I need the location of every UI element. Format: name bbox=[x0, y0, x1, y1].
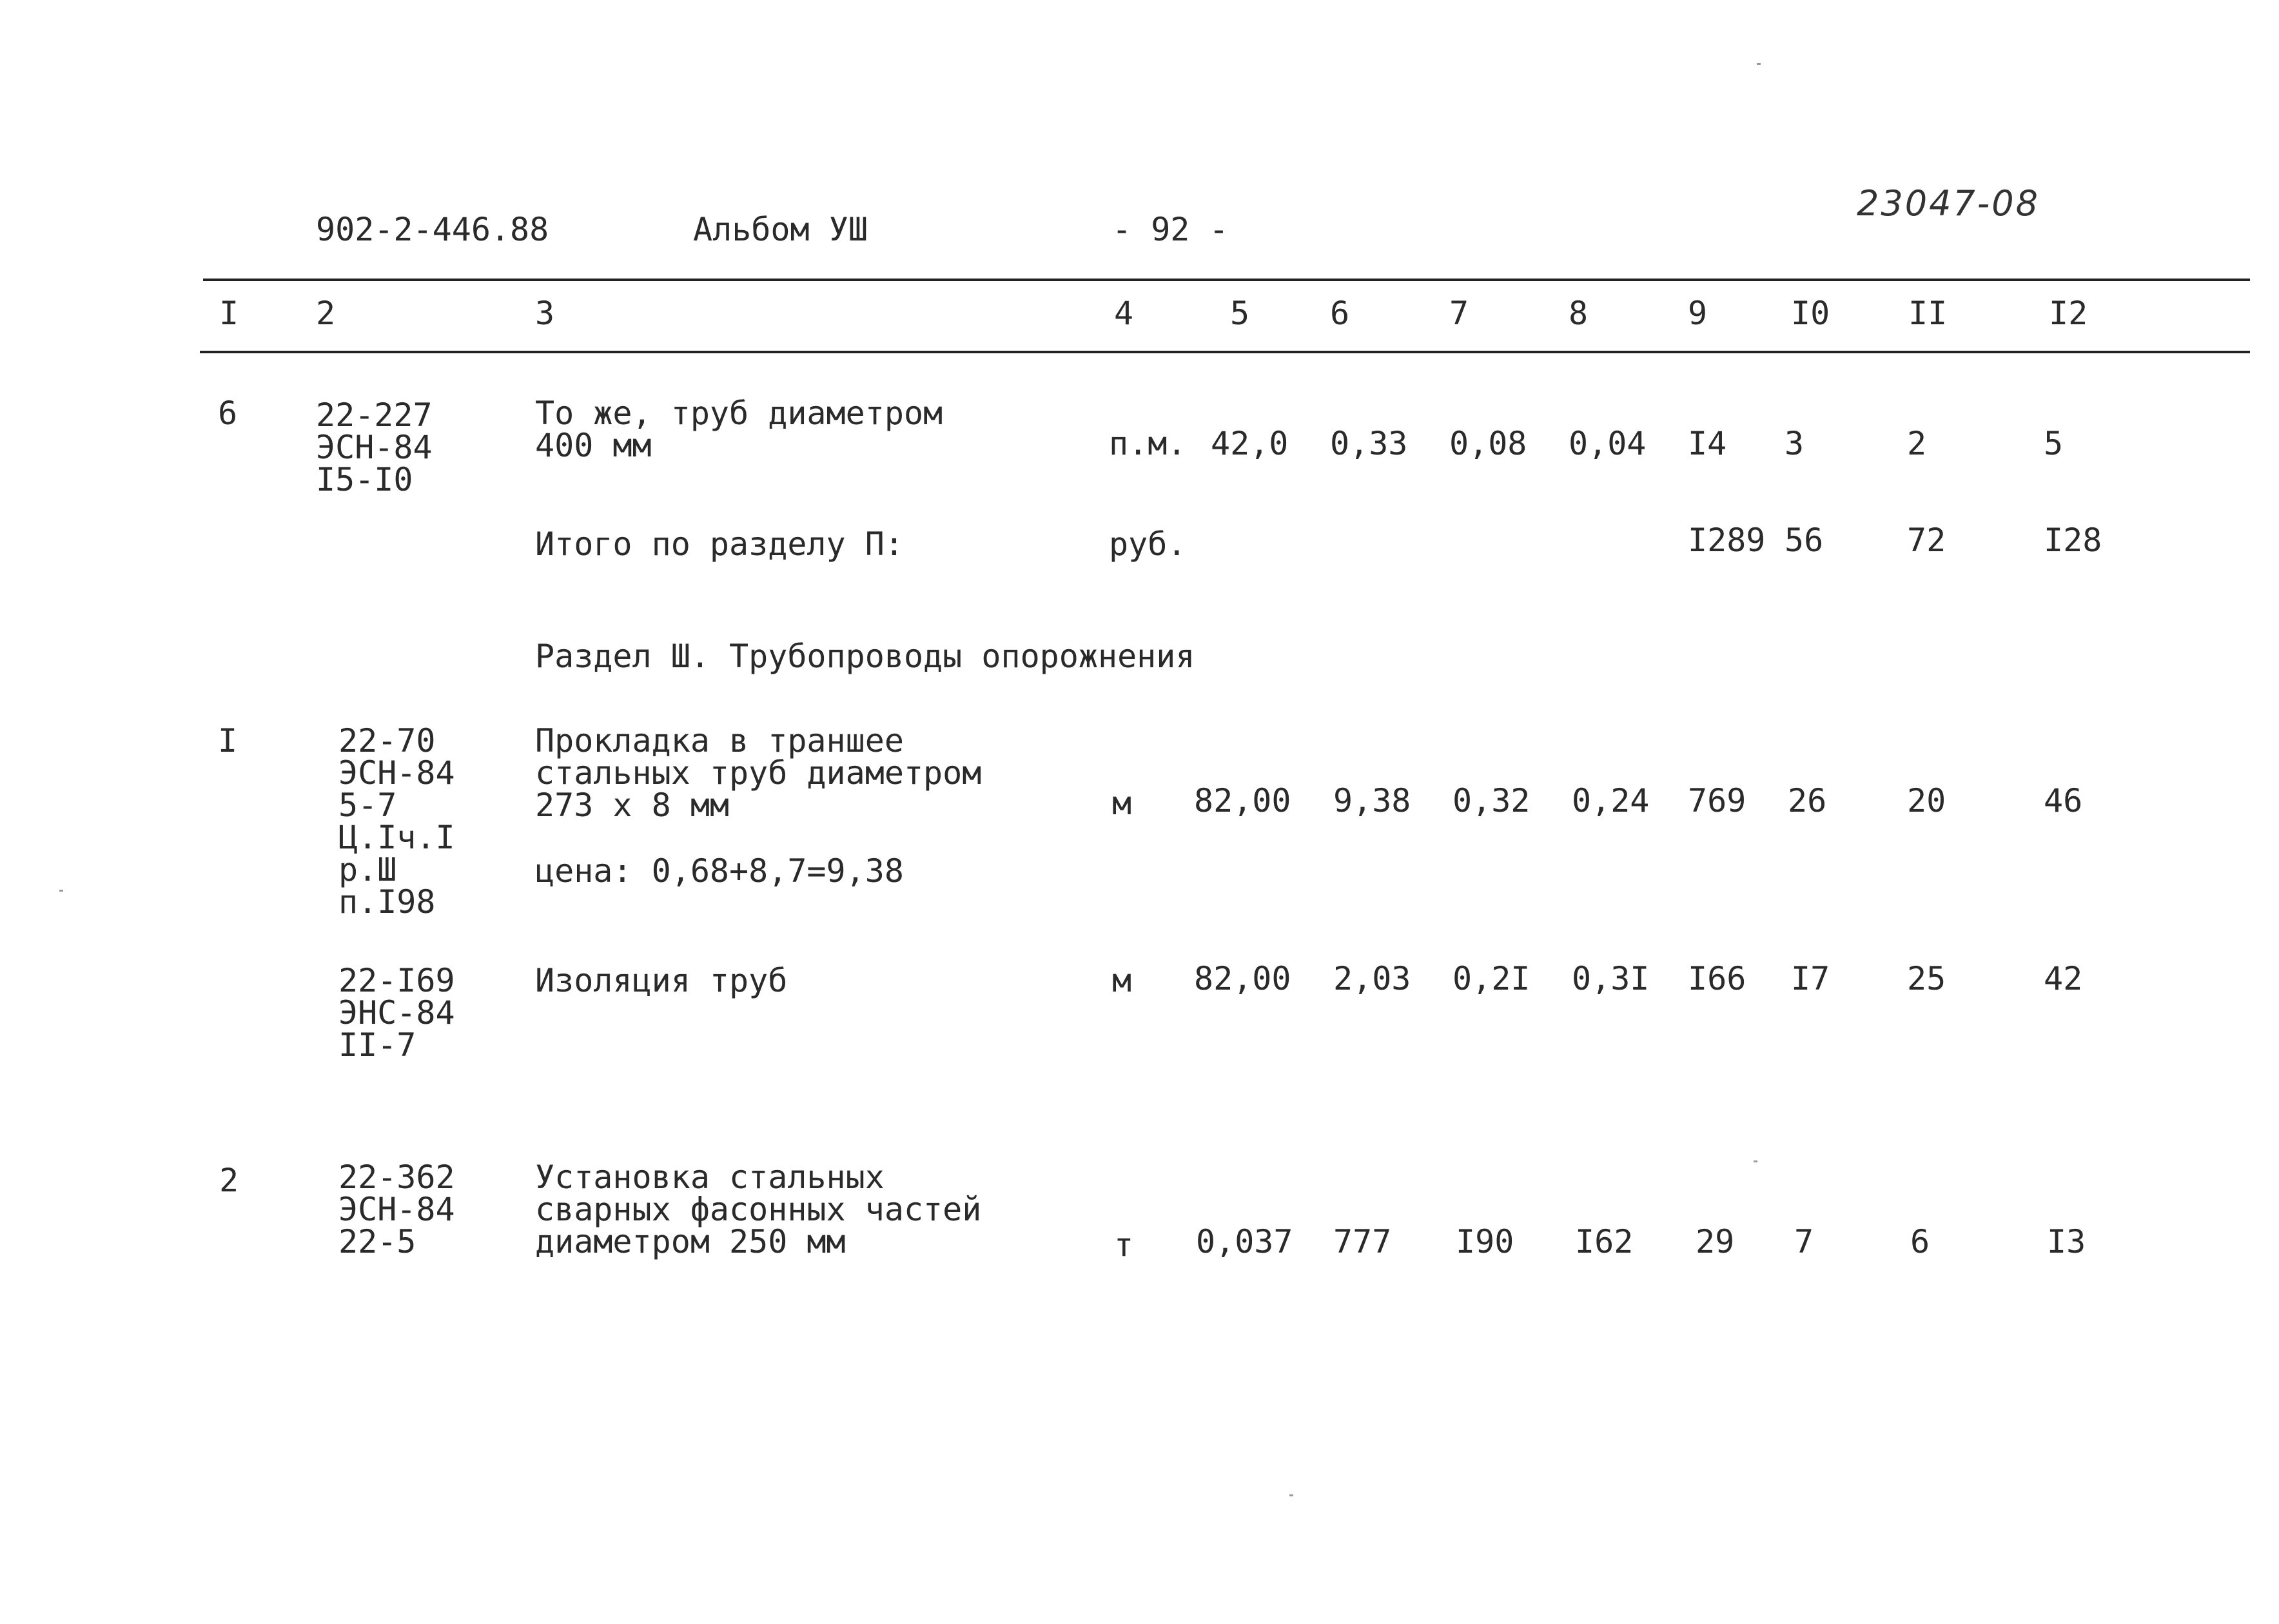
norm-code-line: п.I98 bbox=[338, 883, 436, 921]
work-description-line: Прокладка в траншее bbox=[535, 722, 904, 759]
cell-col10: 7 bbox=[1794, 1223, 1814, 1260]
norm-code-line: 22-362 bbox=[338, 1159, 455, 1196]
cell-col6: 2,03 bbox=[1333, 960, 1411, 997]
row-number: 2 bbox=[219, 1162, 239, 1199]
work-description-line: То же, труб диаметром bbox=[535, 395, 943, 432]
column-header-9: 9 bbox=[1688, 295, 1708, 332]
cell-col11: 25 bbox=[1907, 960, 1946, 997]
column-header-11: II bbox=[1908, 295, 1948, 332]
cell-col12: 5 bbox=[2044, 425, 2064, 462]
column-header-5: 5 bbox=[1230, 295, 1250, 332]
cell-col10: 26 bbox=[1788, 782, 1827, 819]
work-description-line: стальных труб диаметром bbox=[535, 754, 982, 792]
cell-col10: 56 bbox=[1785, 522, 1824, 559]
section-title: Раздел Ш. Трубопроводы опорожнения bbox=[535, 638, 1195, 675]
cell-col6: 777 bbox=[1333, 1223, 1392, 1260]
cell-col9: 29 bbox=[1696, 1223, 1735, 1260]
cell-col12: I3 bbox=[2047, 1223, 2086, 1260]
cell-col9: I66 bbox=[1688, 960, 1746, 997]
cell-col12: 42 bbox=[2044, 960, 2083, 997]
column-header-2: 2 bbox=[316, 295, 336, 332]
norm-code-line: 22-5 bbox=[338, 1223, 416, 1260]
unit-cell: м bbox=[1112, 962, 1132, 999]
cell-col5: 82,00 bbox=[1194, 960, 1291, 997]
column-header-1: I bbox=[219, 295, 239, 332]
work-description-line: сварных фасонных частей bbox=[535, 1191, 982, 1228]
norm-code-line: Ц.Iч.I bbox=[338, 819, 455, 856]
norm-code-line: II-7 bbox=[338, 1026, 416, 1064]
norm-code-line: I5-I0 bbox=[316, 461, 413, 498]
cell-col9: 769 bbox=[1688, 782, 1746, 819]
norm-code-line: 22-70 bbox=[338, 722, 436, 759]
cell-col10: I7 bbox=[1791, 960, 1830, 997]
column-header-10: I0 bbox=[1791, 295, 1830, 332]
norm-code-line: 22-227 bbox=[316, 396, 433, 434]
norm-code-line: 22-I69 bbox=[338, 962, 455, 999]
cell-col8: 0,3I bbox=[1572, 960, 1650, 997]
unit-cell: м bbox=[1112, 785, 1132, 822]
cell-col5: 42,0 bbox=[1211, 425, 1289, 462]
handwritten-number: 23047-08 bbox=[1857, 183, 2040, 224]
cell-col8: 0,24 bbox=[1572, 782, 1650, 819]
work-description-line: Установка стальных bbox=[535, 1159, 885, 1196]
unit-cell: т bbox=[1114, 1226, 1134, 1264]
cell-col5: 82,00 bbox=[1194, 782, 1291, 819]
unit-cell: п.м. bbox=[1109, 425, 1187, 462]
work-description-line: 273 х 8 мм bbox=[535, 787, 730, 824]
cell-col8: I62 bbox=[1575, 1223, 1634, 1260]
cell-col6: 9,38 bbox=[1333, 782, 1411, 819]
column-header-8: 8 bbox=[1569, 295, 1589, 332]
column-header-6: 6 bbox=[1330, 295, 1350, 332]
scan-speck bbox=[1754, 1160, 1757, 1162]
cell-col8: 0,04 bbox=[1569, 425, 1647, 462]
document-code: 902-2-446.88 bbox=[316, 211, 549, 248]
norm-code-line: ЭСН-84 bbox=[338, 1191, 455, 1228]
cell-col7: 0,08 bbox=[1449, 425, 1527, 462]
cell-col5: 0,037 bbox=[1196, 1223, 1293, 1260]
cell-col11: 20 bbox=[1907, 782, 1946, 819]
scan-speck bbox=[59, 890, 63, 892]
scan-speck bbox=[1289, 1494, 1293, 1496]
norm-code-line: ЭСН-84 bbox=[338, 754, 455, 792]
norm-code-line: р.Ш bbox=[338, 851, 397, 888]
cell-col11: 6 bbox=[1910, 1223, 1930, 1260]
column-header-4: 4 bbox=[1114, 295, 1134, 332]
work-description-line: 400 мм bbox=[535, 427, 652, 464]
cell-col12: I28 bbox=[2044, 522, 2102, 559]
price-note: цена: 0,68+8,7=9,38 bbox=[535, 852, 904, 890]
norm-code-line: 5-7 bbox=[338, 787, 397, 824]
column-header-12: I2 bbox=[2049, 295, 2088, 332]
cell-col11: 2 bbox=[1907, 425, 1927, 462]
cell-col11: 72 bbox=[1907, 522, 1946, 559]
page-number: - 92 - bbox=[1112, 211, 1229, 248]
section-total-label: Итого по разделу П: bbox=[535, 525, 904, 563]
cell-col7: 0,32 bbox=[1452, 782, 1531, 819]
column-header-7: 7 bbox=[1449, 295, 1469, 332]
column-header-3: 3 bbox=[535, 295, 555, 332]
cell-col9: I4 bbox=[1688, 425, 1727, 462]
cell-col9: I289 bbox=[1688, 522, 1766, 559]
work-description: Изоляция труб bbox=[535, 962, 788, 999]
header-rule-top bbox=[203, 279, 2250, 281]
header-rule-bottom bbox=[200, 351, 2250, 353]
work-description-line: диаметром 250 мм bbox=[535, 1223, 846, 1260]
cell-col7: I90 bbox=[1456, 1223, 1514, 1260]
cell-col10: 3 bbox=[1785, 425, 1805, 462]
scan-speck bbox=[1757, 63, 1761, 65]
cell-col6: 0,33 bbox=[1330, 425, 1408, 462]
norm-code-line: ЭСН-84 bbox=[316, 429, 433, 466]
unit-cell: руб. bbox=[1109, 525, 1187, 563]
row-number: 6 bbox=[218, 395, 238, 432]
cell-col12: 46 bbox=[2044, 782, 2083, 819]
norm-code-line: ЭНС-84 bbox=[338, 994, 455, 1032]
row-number: I bbox=[218, 722, 238, 759]
cell-col7: 0,2I bbox=[1452, 960, 1531, 997]
album-label: Альбом УШ bbox=[693, 211, 868, 248]
